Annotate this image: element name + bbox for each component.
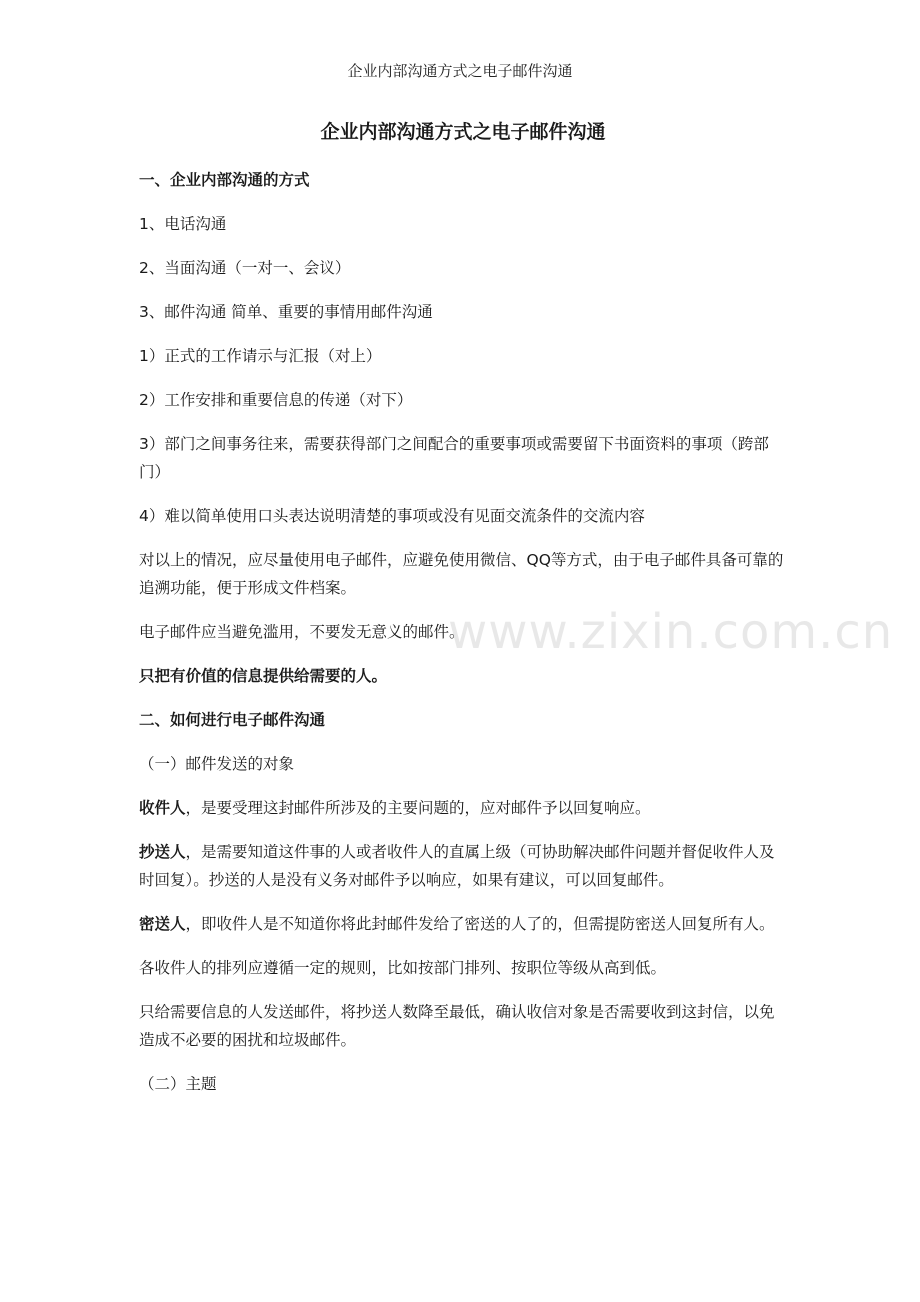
paragraph: 电子邮件应当避免滥用，不要发无意义的邮件。 [139, 623, 465, 641]
paragraph: 2）工作安排和重要信息的传递（对下） [139, 391, 413, 409]
paragraph: 4）难以简单使用口头表达说明清楚的事项或没有见面交流条件的交流内容 [139, 507, 645, 525]
paragraph: （一）邮件发送的对象 [139, 755, 295, 773]
paragraph: 1）正式的工作请示与汇报（对上） [139, 347, 382, 365]
paragraph [139, 794, 787, 822]
term-description: ，是需要知道这件事的人或者收件人的直属上级（可协助解决邮件问题并督促收件人及时回复）。抄送的人是没有义务对邮件予以响应，如果有建议，可以回复邮件。 [139, 843, 775, 889]
paragraph [139, 838, 787, 894]
document-body [139, 118, 787, 1114]
document-title: 企业内部沟通方式之电子邮件沟通 [320, 121, 606, 143]
paragraph: 只给需要信息的人发送邮件，将抄送人数降至最低，确认收信对象是否需要收到这封信，以免造成不必要的困扰和垃圾邮件。 [139, 1003, 775, 1049]
section-heading: 一、企业内部沟通的方式 [139, 171, 310, 189]
running-header: 企业内部沟通方式之电子邮件沟通 [347, 62, 573, 80]
section-heading: 只把有价值的信息提供给需要的人。 [139, 667, 388, 685]
paragraph: 对以上的情况，应尽量使用电子邮件，应避免使用微信、QQ等方式，由于电子邮件具备可靠的追溯功能，便于形成文件档案。 [139, 551, 784, 597]
term-description: ，即收件人是不知道你将此封邮件发给了密送的人了的，但需提防密送人回复所有人。 [185, 915, 775, 933]
paragraph: 2、当面沟通（一对一、会议） [139, 259, 351, 277]
paragraph-list [139, 166, 787, 1098]
section-heading: 二、如何进行电子邮件沟通 [139, 711, 326, 729]
term-description: ，是要受理这封邮件所涉及的主要问题的，应对邮件予以回复响应。 [185, 799, 651, 817]
paragraph: 各收件人的排列应遵循一定的规则，比如按部门排列、按职位等级从高到低。 [139, 959, 667, 977]
watermark: www.zixin.com.cn [448, 604, 894, 660]
term-label: 收件人 [139, 799, 186, 817]
paragraph: （二）主题 [139, 1075, 217, 1093]
paragraph: 3）部门之间事务往来，需要获得部门之间配合的重要事项或需要留下书面资料的事项（跨部门） [139, 435, 769, 481]
term-label: 抄送人 [139, 843, 186, 861]
paragraph [139, 910, 787, 938]
paragraph: 3、邮件沟通 简单、重要的事情用邮件沟通 [139, 303, 433, 321]
paragraph: 1、电话沟通 [139, 215, 227, 233]
term-label: 密送人 [139, 915, 186, 933]
